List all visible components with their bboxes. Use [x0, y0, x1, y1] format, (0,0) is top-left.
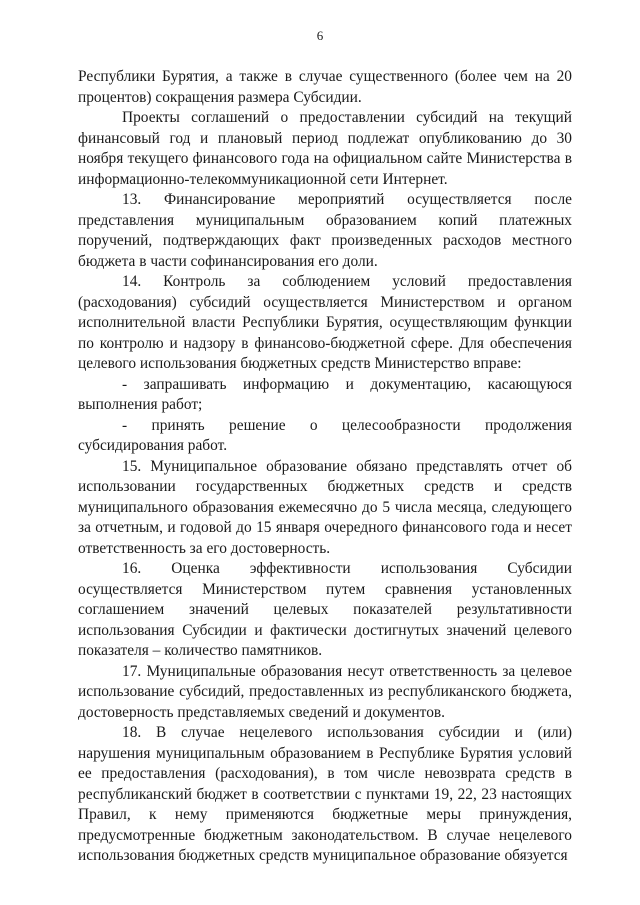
document-body — [78, 67, 572, 867]
paragraph-agreement-drafts: Проекты соглашений о предоставлении субсидий на текущий финансовый год и плановый период подлежат опубликованию до 30 ноября текущего финансового года на официальном сайте Министерства в информационно-телекоммуникационной сети Интернет. — [78, 109, 572, 188]
paragraph-17-responsibility: 17. Муниципальные образования несут ответственность за целевое использование субсидий, предоставленных из республиканского бюджета, достоверность представляемых сведений и документов. — [78, 662, 572, 721]
paragraph-14-control: 14. Контроль за соблюдением условий предоставления (расходования) субсидий осуществляется Министерством и органом исполнительной власти Республики Бурятия, осуществляющим функции по контролю и надзору в финансово-бюджетной сфере. Для обеспечения целевого использования бюджетных средств Министерство вправе: — [78, 273, 572, 372]
page-number: 6 — [316, 28, 324, 43]
list-item-request-information: - запрашивать информацию и документацию, касающуюся выполнения работ; — [78, 375, 572, 413]
paragraph-18-misuse: 18. В случае нецелевого использования субсидии и (или) нарушения муниципальным образованием в Республике Бурятия условий ее предоставления (расходования), в том числе невозврата средств в республиканский бюджет в соответствии с пунктами 19, 22, 23 настоящих Правил, к нему применяются бюджетные меры принуждения, предусмотренные бюджетным законодательством. В случае нецелевого использования бюджетных средств муниципальное образование обязуется — [78, 724, 572, 864]
paragraph-13-financing: 13. Финансирование мероприятий осуществляется после представления муниципальным образованием копий платежных поручений, подтверждающих факт произведенных расходов местного бюджета в части софинансирования его доли. — [78, 191, 572, 270]
list-item-decide-continuation: - принять решение о целесообразности продолжения субсидирования работ. — [78, 416, 572, 454]
paragraph-15-report: 15. Муниципальное образование обязано представлять отчет об использовании государственных бюджетных средств и средств муниципального образования ежемесячно до 5 числа месяца, следующего за отчетным, и годовой до 15 января очередного финансового года и несет ответственность за его достоверность. — [78, 457, 572, 557]
paragraph-continuation: Республики Бурятия, а также в случае существенного (более чем на 20 процентов) сокращения размера Субсидии. — [78, 68, 572, 106]
paragraph-16-efficiency: 16. Оценка эффективности использования Субсидии осуществляется Министерством путем сравнения установленных соглашением значений целевых показателей результативности использования Субсидии и фактически достигнутых значений целевого показателя – количество памятников. — [78, 560, 572, 659]
